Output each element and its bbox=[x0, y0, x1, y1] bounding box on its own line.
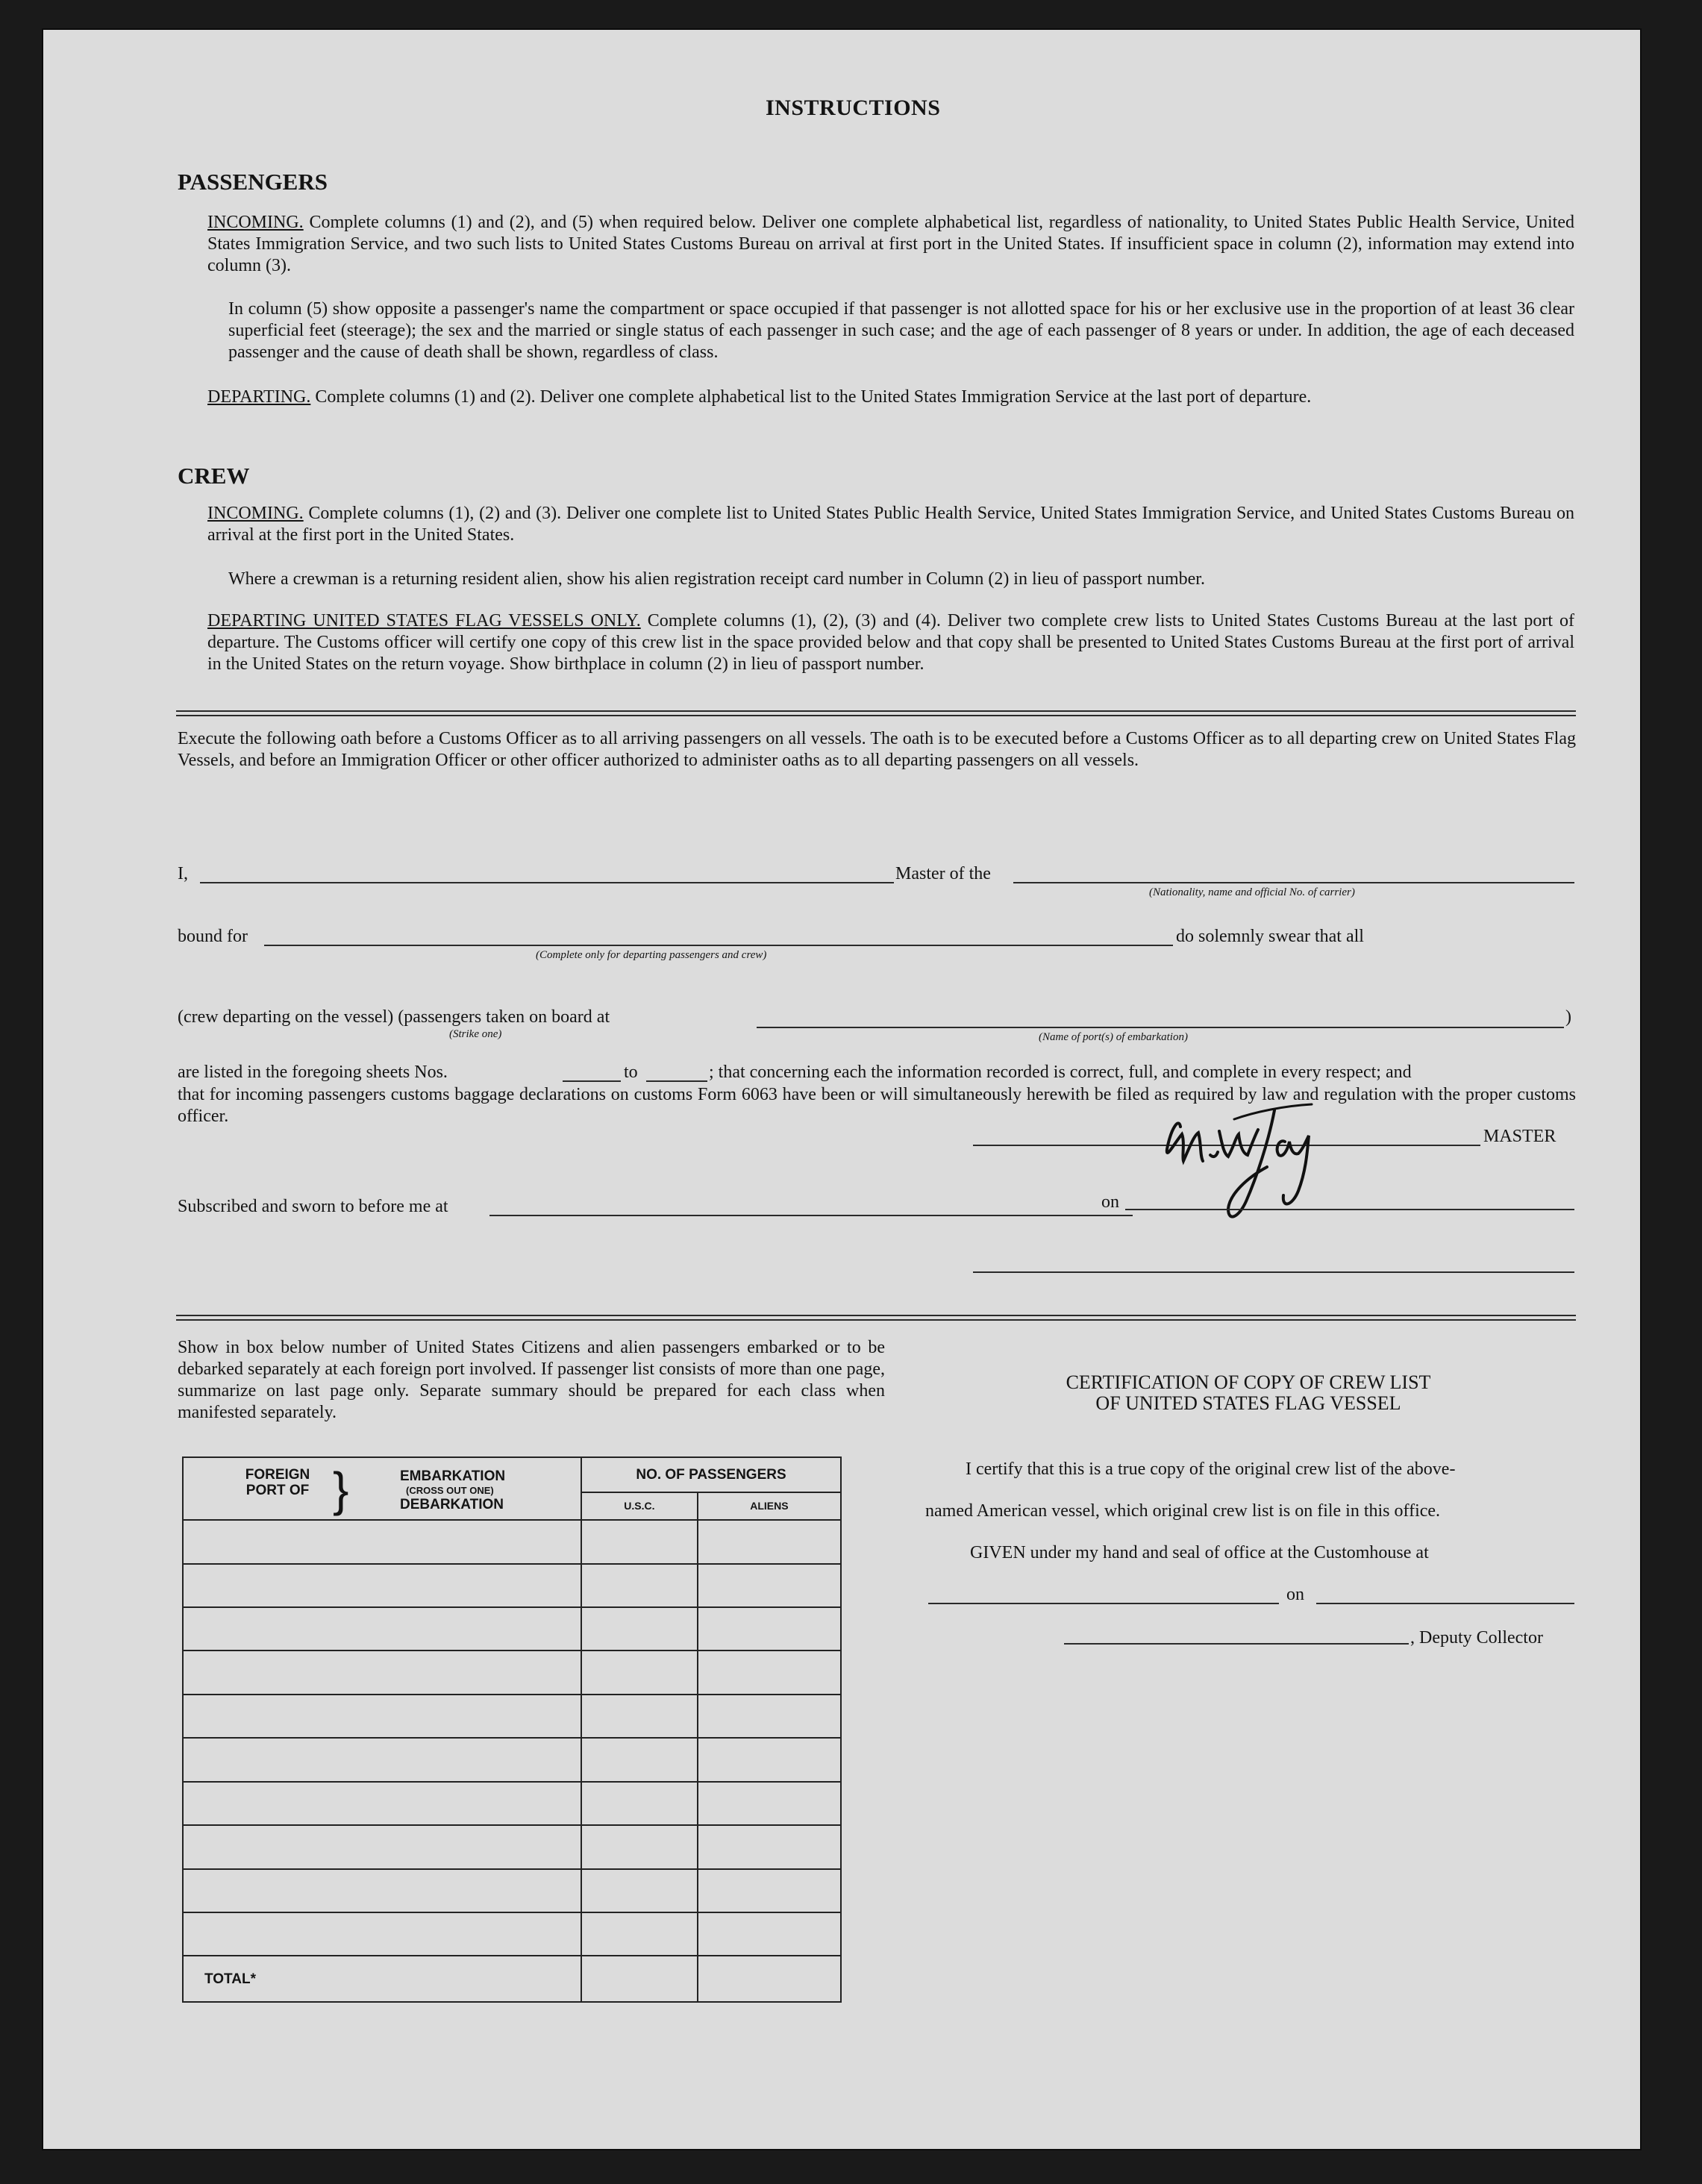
passenger-summary-table bbox=[182, 1456, 842, 2003]
port-cell[interactable] bbox=[183, 1520, 581, 1563]
crew-incoming-text: Complete columns (1), (2) and (3). Deliver one complete list to United States Public Health Service, United States Immigration Service, and United States Customs Bureau on arrival at the first port in the United States. bbox=[207, 504, 1574, 545]
swear-text: do solemnly swear that all bbox=[1176, 927, 1364, 946]
port-cell[interactable] bbox=[183, 1869, 581, 1912]
oath-i-label: I, bbox=[178, 864, 188, 883]
strike-one-caption: (Strike one) bbox=[449, 1028, 502, 1040]
port-cell[interactable] bbox=[183, 1695, 581, 1738]
listed-text-a: are listed in the foregoing sheets Nos. bbox=[178, 1063, 448, 1082]
passengers-heading: PASSENGERS bbox=[178, 169, 328, 195]
given-text: GIVEN under my hand and seal of office at the Customhouse at bbox=[970, 1543, 1429, 1562]
crew-resident-paragraph: Where a crewman is a returning resident alien, show his alien registration receipt card number in Column (2) in lieu of passport number. bbox=[228, 569, 1205, 589]
master-label: MASTER bbox=[1483, 1127, 1556, 1146]
customhouse-line[interactable] bbox=[928, 1603, 1279, 1604]
given-on-label: on bbox=[1286, 1585, 1304, 1604]
aliens-cell[interactable] bbox=[698, 1825, 841, 1868]
foreign-port-label: FOREIGN PORT OF bbox=[245, 1467, 310, 1498]
usc-cell[interactable] bbox=[581, 1564, 698, 1607]
usc-cell[interactable] bbox=[581, 1650, 698, 1694]
passengers-departing-label: DEPARTING. bbox=[207, 387, 311, 407]
aliens-cell[interactable] bbox=[698, 1738, 841, 1781]
aliens-total-cell[interactable] bbox=[698, 1956, 841, 2002]
aliens-cell[interactable] bbox=[698, 1650, 841, 1694]
port-cell[interactable] bbox=[183, 1912, 581, 1956]
usc-cell[interactable] bbox=[581, 1738, 698, 1781]
passengers-incoming-paragraph bbox=[207, 212, 1574, 277]
cross-out-label: (CROSS OUT ONE) bbox=[406, 1485, 494, 1496]
brace-glyph: } bbox=[333, 1462, 349, 1516]
debarkation-label: DEBARKATION bbox=[400, 1497, 504, 1512]
aliens-header: ALIENS bbox=[698, 1492, 841, 1520]
passengers-departing-paragraph bbox=[207, 387, 1574, 408]
total-label: TOTAL* bbox=[204, 1971, 256, 1987]
section-divider bbox=[176, 710, 1576, 716]
aliens-cell[interactable] bbox=[698, 1564, 841, 1607]
port-cell[interactable] bbox=[183, 1564, 581, 1607]
usc-cell[interactable] bbox=[581, 1869, 698, 1912]
usc-cell[interactable] bbox=[581, 1782, 698, 1825]
given-on-line[interactable] bbox=[1316, 1603, 1574, 1604]
deputy-collector-label: , Deputy Collector bbox=[1410, 1628, 1543, 1648]
carrier-line[interactable] bbox=[1013, 882, 1574, 883]
listed-text-rest: that for incoming passengers customs baggage declarations on customs Form 6063 have been or will simultaneously herewith be filed as required by law and regulation with the proper customs officer. bbox=[178, 1085, 1576, 1126]
usc-cell[interactable] bbox=[581, 1607, 698, 1650]
master-name-line[interactable] bbox=[200, 882, 894, 883]
aliens-cell[interactable] bbox=[698, 1607, 841, 1650]
crew-incoming-label: INCOMING. bbox=[207, 504, 304, 523]
crew-heading: CREW bbox=[178, 463, 250, 489]
aliens-cell[interactable] bbox=[698, 1520, 841, 1563]
passengers-incoming-text: Complete columns (1) and (2), and (5) when required below. Deliver one complete alphabetical list, regardless of nationality, to United States Public Health Service, United States Immigration Service, and two such lists to United States Customs Bureau on arrival at first port in the United States. If insufficient space in column (2), information may extend into column (3). bbox=[207, 213, 1574, 275]
foreign-port-header bbox=[183, 1457, 581, 1520]
certification-title-2: OF UNITED STATES FLAG VESSEL bbox=[1095, 1392, 1401, 1414]
listed-text-b: ; that concerning each the information recorded is correct, full, and complete in every respect; and bbox=[709, 1063, 1412, 1082]
listed-to: to bbox=[624, 1063, 638, 1082]
bound-for-caption: (Complete only for departing passengers and crew) bbox=[536, 949, 767, 961]
sworn-at-line[interactable] bbox=[489, 1215, 1133, 1216]
embarkation-ports-line[interactable] bbox=[757, 1027, 1564, 1028]
bound-for-line[interactable] bbox=[264, 945, 1173, 946]
aliens-cell[interactable] bbox=[698, 1782, 841, 1825]
master-of-label: Master of the bbox=[895, 864, 991, 883]
sheet-to-line[interactable] bbox=[646, 1080, 707, 1082]
crew-passengers-text: (crew departing on the vessel) (passengers taken on board at bbox=[178, 1007, 610, 1027]
crew-departing-text: Complete columns (1), (2), (3) and (4). Deliver two complete crew lists to United States Customs Bureau at the last port of departure. The Customs officer will certify one copy of this crew list in the space provided below and that copy shall be presented to United States Customs Bureau at the first port of arrival in the United States on the return voyage. Show birthplace in column (2) in lieu of passport number. bbox=[207, 611, 1574, 674]
officer-signature-line[interactable] bbox=[973, 1271, 1574, 1273]
ports-caption: (Name of port(s) of embarkation) bbox=[1039, 1031, 1188, 1043]
crew-departing-paragraph bbox=[207, 610, 1574, 675]
port-cell[interactable] bbox=[183, 1825, 581, 1868]
port-cell[interactable] bbox=[183, 1738, 581, 1781]
carrier-caption: (Nationality, name and official No. of carrier) bbox=[1149, 886, 1355, 898]
aliens-cell[interactable] bbox=[698, 1869, 841, 1912]
usc-cell[interactable] bbox=[581, 1912, 698, 1956]
certify-text-1: I certify that this is a true copy of the original crew list of the above- bbox=[966, 1459, 1456, 1479]
no-passengers-header: NO. OF PASSENGERS bbox=[581, 1457, 841, 1492]
usc-total-cell[interactable] bbox=[581, 1956, 698, 2002]
crew-incoming-paragraph bbox=[207, 503, 1574, 546]
total-cell bbox=[183, 1956, 581, 2002]
usc-cell[interactable] bbox=[581, 1695, 698, 1738]
port-cell[interactable] bbox=[183, 1607, 581, 1650]
subscribed-text: Subscribed and sworn to before me at bbox=[178, 1197, 448, 1216]
port-cell[interactable] bbox=[183, 1782, 581, 1825]
close-paren: ) bbox=[1565, 1007, 1571, 1027]
master-signature bbox=[1136, 1089, 1360, 1246]
usc-header: U.S.C. bbox=[581, 1492, 698, 1520]
certify-text bbox=[925, 1459, 1455, 1480]
usc-cell[interactable] bbox=[581, 1520, 698, 1563]
sworn-on-label: on bbox=[1101, 1192, 1119, 1212]
sheet-from-line[interactable] bbox=[563, 1080, 621, 1082]
summary-instructions: Show in box below number of United States Citizens and alien passengers embarked or to be debarked separately at each foreign port involved. If passenger list consists of more than one page, summarize on last page only. Separate summary should be prepared for each class when manifested separately. bbox=[178, 1338, 885, 1422]
certify-text-2: named American vessel, which original crew list is on file in this office. bbox=[925, 1501, 1441, 1521]
passengers-departing-text: Complete columns (1) and (2). Deliver one complete alphabetical list to the United States Immigration Service at the last port of departure. bbox=[310, 387, 1312, 407]
certification-title-1: CERTIFICATION OF COPY OF CREW LIST bbox=[1066, 1371, 1431, 1393]
aliens-cell[interactable] bbox=[698, 1912, 841, 1956]
form-page bbox=[43, 30, 1640, 2149]
embarkation-label: EMBARKATION bbox=[400, 1468, 506, 1484]
lower-divider bbox=[176, 1315, 1576, 1321]
passengers-incoming-label: INCOMING. bbox=[207, 213, 304, 232]
aliens-cell[interactable] bbox=[698, 1695, 841, 1738]
passengers-column5-paragraph: In column (5) show opposite a passenger's name the compartment or space occupied if that passenger is not allotted space for his or her exclusive use in the proportion of at least 36 clear superficial feet (steerage); the sex and the married or single status of each passenger in such case; and the age of each passenger of 8 years or under. In addition, the age of each deceased passenger and the cause of death shall be shown, regardless of class. bbox=[228, 299, 1574, 362]
page-title: INSTRUCTIONS bbox=[766, 96, 941, 120]
usc-cell[interactable] bbox=[581, 1825, 698, 1868]
port-cell[interactable] bbox=[183, 1650, 581, 1694]
crew-departing-label: DEPARTING UNITED STATES FLAG VESSELS ONLY. bbox=[207, 611, 641, 631]
deputy-collector-line[interactable] bbox=[1064, 1643, 1409, 1645]
sworn-on-line[interactable] bbox=[1125, 1209, 1574, 1210]
bound-for-label: bound for bbox=[178, 927, 248, 946]
oath-intro: Execute the following oath before a Customs Officer as to all arriving passengers on all vessels. The oath is to be executed before a Customs Officer as to all departing crew on United States Flag Vessels, and before an Immigration Officer or other officer authorized to administer oaths as to all departing passengers on all vessels. bbox=[178, 729, 1576, 770]
